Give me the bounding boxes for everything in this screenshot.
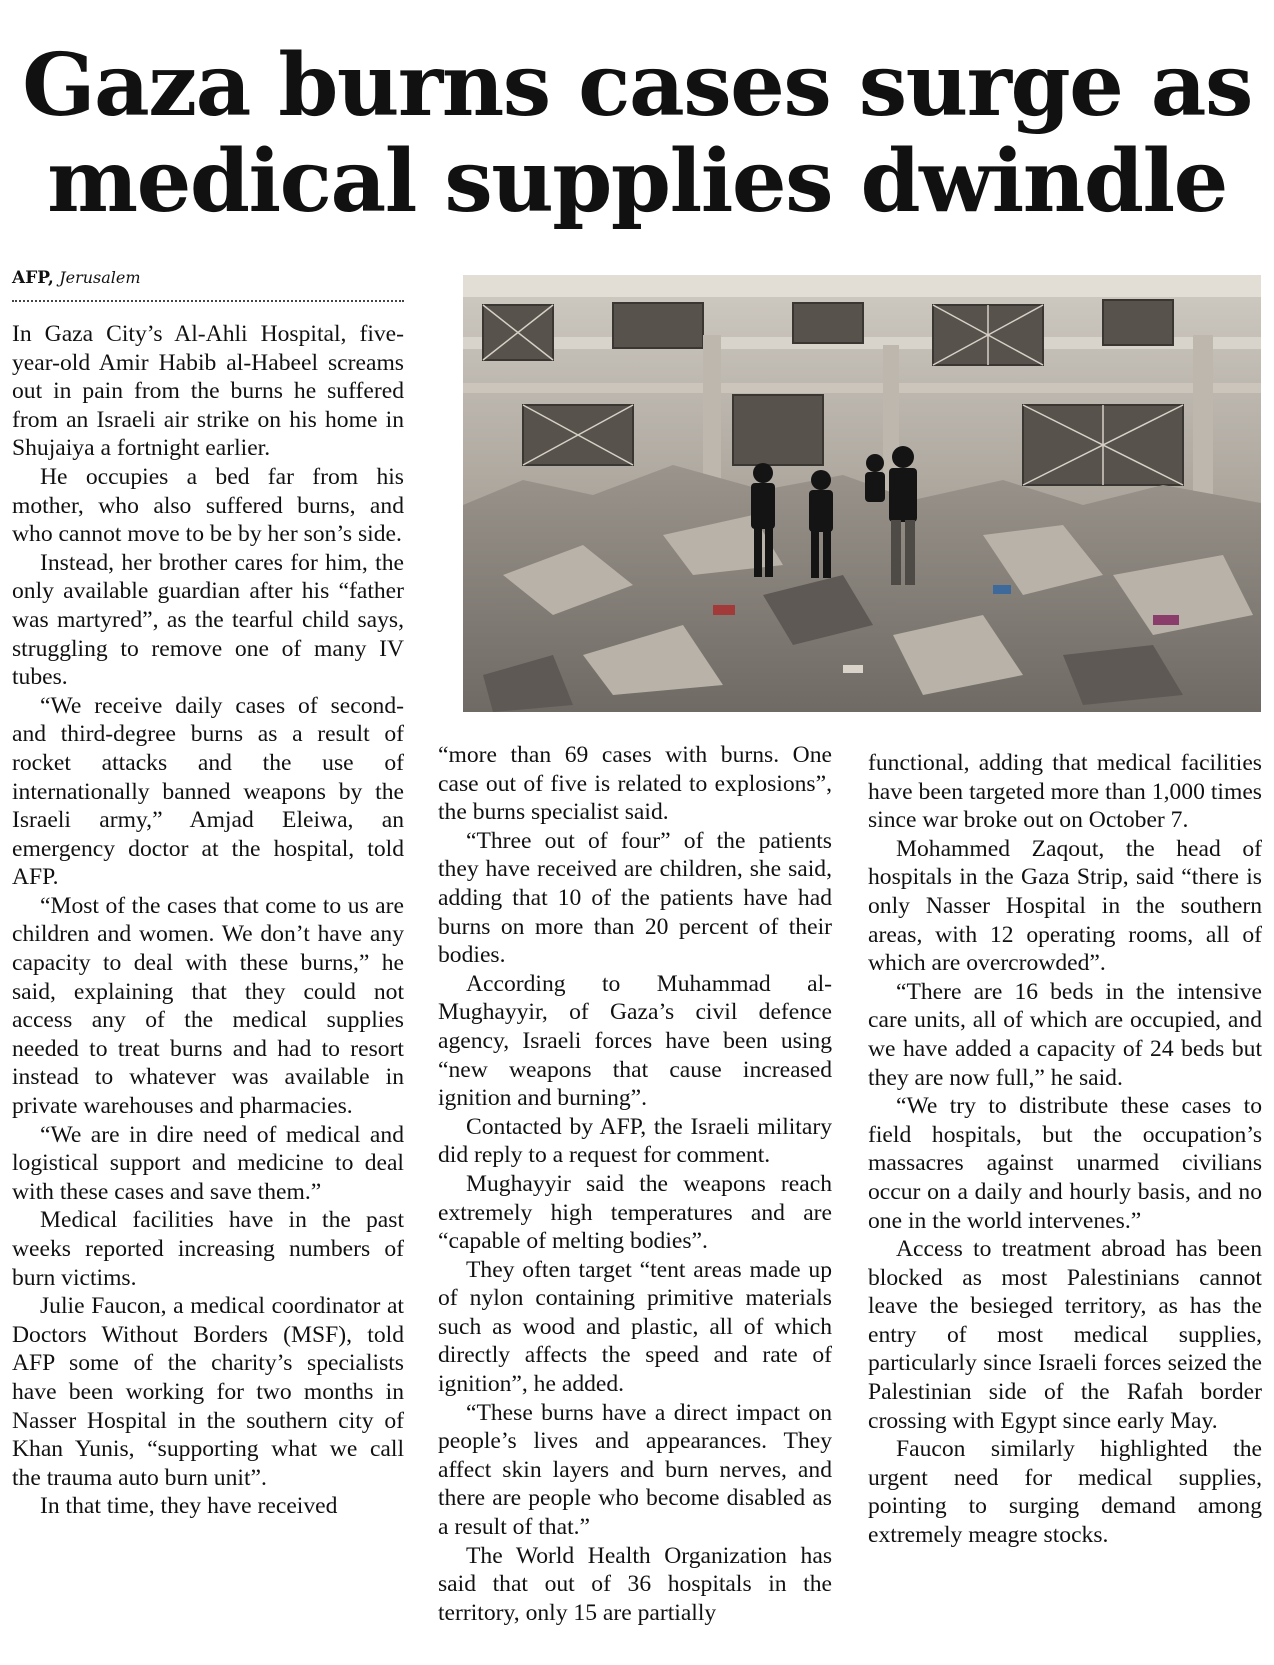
paragraph: According to Muhammad al-Mughayyir, of Gaza’s civil defence agency, Israeli forces have been using “new weapons that cause increased ignition and burning”.	[438, 970, 832, 1112]
paragraph: “We try to distribute these cases to field hospitals, but the occupation’s massacres against unarmed civilians occur on a daily and hourly basis, and no one in the world intervenes.”	[868, 1093, 1262, 1234]
byline	[12, 268, 404, 288]
rubble-photo-icon	[463, 275, 1261, 712]
paragraph: In that time, they have received	[40, 1493, 338, 1520]
paragraph: “Three out of four” of the patients they have received are children, she said, adding that 10 of the patients have had burns on more than 20 percent of their bodies.	[438, 827, 832, 969]
paragraph: The World Health Organization has said that out of 36 hospitals in the territory, only 15 are partially	[438, 1542, 832, 1626]
paragraph: “Most of the cases that come to us are children and women. We don’t have any capacity to deal with these burns,” he said, explaining that they could not access any of the medical supplies needed to treat burns and had to resort instead to whatever was available in private warehouses and pharmacies.	[12, 892, 404, 1120]
headline-line-2: medical supplies dwindle	[47, 131, 1227, 232]
paragraph: Contacted by AFP, the Israeli military did reply to a request for comment.	[438, 1113, 832, 1169]
paragraph: In Gaza City’s Al-Ahli Hospital, five-year-old Amir Habib al-Habeel screams out in pain from the burns he suffered from an Israeli air strike on his home in Shujaiya a fortnight earlier.	[12, 321, 404, 462]
headline-line-1: Gaza burns cases surge as	[22, 35, 1252, 136]
paragraph: Access to treatment abroad has been blocked as most Palestinians cannot leave the besieged territory, as has the entry of most medical supplies, particularly since Israeli forces seized the Palestinian side of the Rafah border crossing with Egypt since early May.	[868, 1236, 1262, 1434]
article-column-2	[438, 741, 832, 1627]
paragraph: Julie Faucon, a medical coordinator at Doctors Without Borders (MSF), told AFP some of the charity’s specialists have been working for two months in Nasser Hospital in the southern city of Khan Yunis, “supporting what we call the trauma auto burn unit”.	[12, 1293, 404, 1491]
byline-agency: AFP,	[12, 268, 54, 288]
headline	[0, 35, 1274, 232]
paragraph: Mughayyir said the weapons reach extremely high temperatures and are “capable of melting bodies”.	[438, 1170, 832, 1255]
paragraph: Mohammed Zaqout, the head of hospitals in the Gaza Strip, said “there is only Nasser Hospital in the southern areas, with 12 operating rooms, all of which are overcrowded”.	[868, 835, 1262, 977]
paragraph: “We are in dire need of medical and logistical support and medicine to deal with these cases and save them.”	[12, 1121, 404, 1205]
paragraph: They often target “tent areas made up of nylon containing primitive materials such as wood and plastic, all of which directly affects the speed and rate of ignition”, he added.	[438, 1256, 832, 1398]
rubble-photo	[463, 275, 1261, 712]
paragraph: “These burns have a direct impact on people’s lives and appearances. They affect skin layers and burn nerves, and there are people who become disabled as a result of that.”	[438, 1399, 832, 1541]
paragraph: Medical facilities have in the past weeks reported increasing numbers of burn victims.	[12, 1207, 404, 1291]
byline-divider	[12, 300, 404, 302]
paragraph: “There are 16 beds in the intensive care units, all of which are occupied, and we have added a capacity of 24 beds but they are now full,” he said.	[868, 978, 1262, 1091]
paragraph: Faucon similarly highlighted the urgent need for medical supplies, pointing to surging demand among extremely meagre stocks.	[868, 1436, 1262, 1549]
paragraph: functional, adding that medical facilities have been targeted more than 1,000 times since war broke out on October 7.	[868, 750, 1262, 834]
paragraph: “more than 69 cases with burns. One case out of five is related to explosions”, the burns specialist said.	[438, 742, 832, 826]
byline-location: Jerusalem	[59, 268, 141, 287]
paragraph: “We receive daily cases of second- and third-degree burns as a result of rocket attacks and the use of internationally banned weapons by the Israeli army,” Amjad Eleiwa, an emergency doctor at the hospital, told AFP.	[12, 692, 404, 891]
article-column-3	[868, 749, 1262, 1550]
paragraph: Instead, her brother cares for him, the only available guardian after his “father was martyred”, as the tearful child says, struggling to remove one of many IV tubes.	[12, 549, 404, 691]
paragraph: He occupies a bed far from his mother, who also suffered burns, and who cannot move to be by her son’s side.	[12, 463, 404, 548]
article-column-1	[12, 320, 404, 1521]
